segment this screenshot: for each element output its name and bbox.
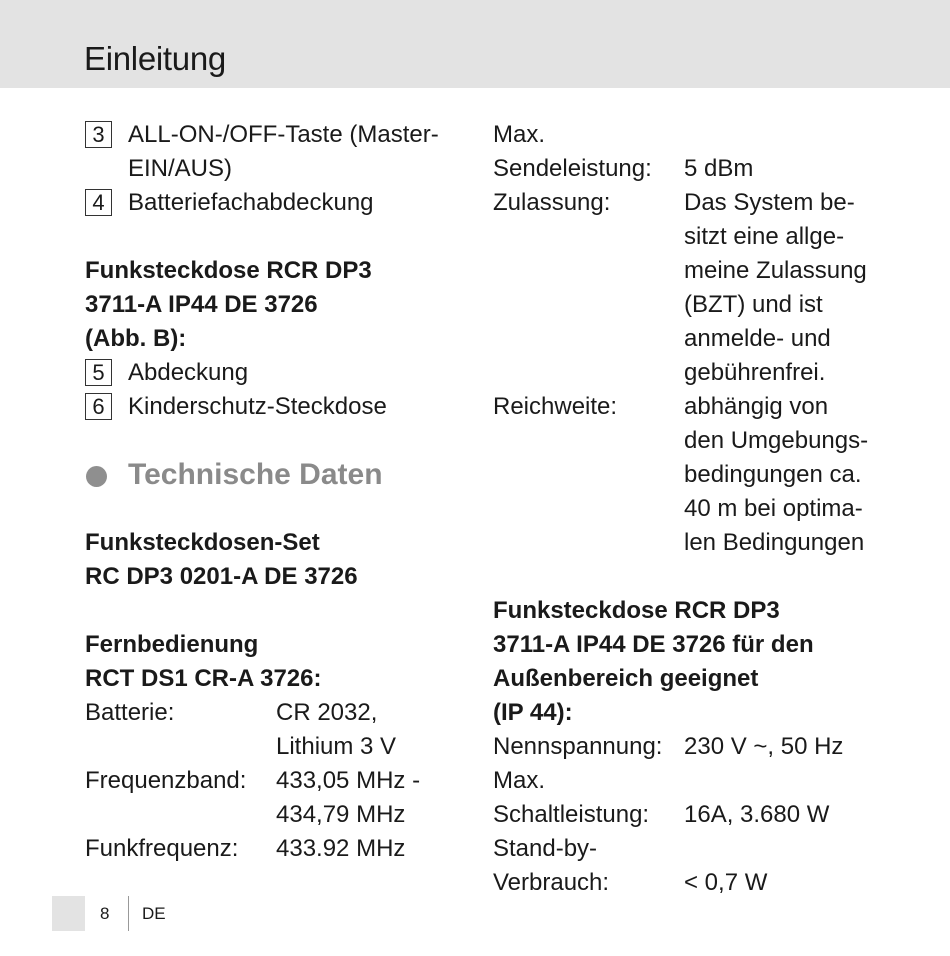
- spec-value-line: gebührenfrei.: [684, 359, 826, 386]
- bullet-icon: [86, 466, 107, 487]
- spec-value-line: len Bedingungen: [684, 529, 865, 556]
- spec-value-line: < 0,7 W: [684, 869, 768, 896]
- spec-value-line: (BZT) und ist: [684, 291, 823, 318]
- legend-number: 3: [85, 121, 112, 148]
- spec-label: Max.: [493, 121, 546, 148]
- spec-value-line: Lithium 3 V: [276, 733, 397, 760]
- spec-value-line: 230 V ~, 50 Hz: [684, 733, 844, 760]
- spec-row: [85, 832, 455, 866]
- spec-row: [493, 152, 873, 186]
- footer-divider: [128, 896, 129, 931]
- spec-value: [684, 186, 867, 390]
- footer-marker: [52, 896, 85, 931]
- spec-value-line: 434,79 MHz: [276, 801, 406, 828]
- heading-line: 3711-A IP44 DE 3726 für den: [493, 631, 814, 658]
- spec-row: [493, 764, 873, 798]
- page-header: [0, 0, 950, 88]
- spec-label: Batterie:: [85, 699, 175, 726]
- language-code: DE: [142, 904, 166, 923]
- spec-value-line: anmelde- und: [684, 325, 831, 352]
- spec-label: Max.: [493, 767, 546, 794]
- spec-value: [684, 390, 868, 560]
- spec-value-line: 16A, 3.680 W: [684, 801, 830, 828]
- spec-value-line: Das System be-: [684, 189, 855, 216]
- spec-value-line: 433.92 MHz: [276, 835, 406, 862]
- heading-socket-outdoor: [493, 594, 873, 730]
- heading-socket-indoor: [85, 254, 455, 356]
- legend-text: Batteriefachabdeckung: [128, 189, 374, 216]
- legend-list-b: [85, 356, 455, 424]
- spec-label: Frequenzband:: [85, 767, 247, 794]
- heading-remote: [85, 628, 455, 696]
- spec-list-top: [493, 118, 873, 560]
- spec-value-line: 433,05 MHz -: [276, 767, 421, 794]
- spec-row: [493, 186, 873, 390]
- spec-row: [85, 696, 455, 764]
- spec-value-line: abhängig von: [684, 393, 829, 420]
- section-heading: [85, 458, 455, 492]
- right-column: [493, 118, 873, 900]
- spec-label: Funkfrequenz:: [85, 835, 239, 862]
- heading-line: Fernbedienung: [85, 631, 259, 658]
- legend-item: [85, 390, 455, 424]
- spec-value: [684, 866, 767, 900]
- spec-row: [85, 764, 455, 832]
- spec-row: [493, 730, 873, 764]
- spec-row: [493, 798, 873, 832]
- legend-number: 4: [85, 189, 112, 216]
- spec-value: [276, 696, 396, 764]
- section-title: Technische Daten: [128, 458, 383, 491]
- heading-line: Funksteckdose RCR DP3: [493, 597, 780, 624]
- spec-label: Reichweite:: [493, 393, 618, 420]
- heading-line: Außenbereich geeignet: [493, 665, 759, 692]
- legend-list-a: [85, 118, 455, 220]
- heading-line: RC DP3 0201-A DE 3726: [85, 563, 358, 590]
- legend-text: ALL-ON-/OFF-Taste (Master-: [128, 121, 439, 148]
- heading-line: RCT DS1 CR-A 3726:: [85, 665, 322, 692]
- spec-value-line: sitzt eine allge-: [684, 223, 845, 250]
- heading-set: [85, 526, 455, 594]
- spec-value: [684, 730, 843, 764]
- chapter-title: Einleitung: [84, 40, 226, 77]
- heading-line: Funksteckdose RCR DP3: [85, 257, 372, 284]
- spec-label: Sendeleistung:: [493, 155, 652, 182]
- heading-line: (IP 44):: [493, 699, 573, 726]
- page-number: 8: [100, 904, 110, 923]
- left-column: [85, 118, 455, 866]
- spec-label: Zulassung:: [493, 189, 611, 216]
- remote-spec-list: [85, 696, 455, 866]
- spec-label: Nennspannung:: [493, 733, 663, 760]
- legend-text: Abdeckung: [128, 359, 249, 386]
- legend-item: [85, 118, 455, 186]
- spec-value-line: meine Zulassung: [684, 257, 867, 284]
- legend-text: Kinderschutz-Steckdose: [128, 393, 387, 420]
- spec-value-line: 40 m bei optima-: [684, 495, 863, 522]
- spec-value-line: bedingungen ca.: [684, 461, 862, 488]
- spec-row: [493, 866, 873, 900]
- legend-number: 5: [85, 359, 112, 386]
- spec-row: [493, 390, 873, 560]
- heading-line: Funksteckdosen-Set: [85, 529, 320, 556]
- legend-item: [85, 186, 455, 220]
- heading-line: (Abb. B):: [85, 325, 187, 352]
- spec-value: [276, 832, 405, 866]
- spec-label: Verbrauch:: [493, 869, 610, 896]
- spec-value: [276, 764, 420, 832]
- outdoor-spec-list: [493, 730, 873, 900]
- spec-value-line: 5 dBm: [684, 155, 754, 182]
- legend-number: 6: [85, 393, 112, 420]
- heading-line: 3711-A IP44 DE 3726: [85, 291, 318, 318]
- spec-value-line: den Umgebungs-: [684, 427, 869, 454]
- spec-row: [493, 832, 873, 866]
- spec-row: [493, 118, 873, 152]
- spec-value: [684, 152, 753, 186]
- spec-label: Stand-by-: [493, 835, 598, 862]
- legend-text: EIN/AUS): [128, 155, 233, 182]
- spec-value-line: CR 2032,: [276, 699, 378, 726]
- spec-label: Schaltleistung:: [493, 801, 650, 828]
- legend-item: [85, 356, 455, 390]
- spec-value: [684, 798, 829, 832]
